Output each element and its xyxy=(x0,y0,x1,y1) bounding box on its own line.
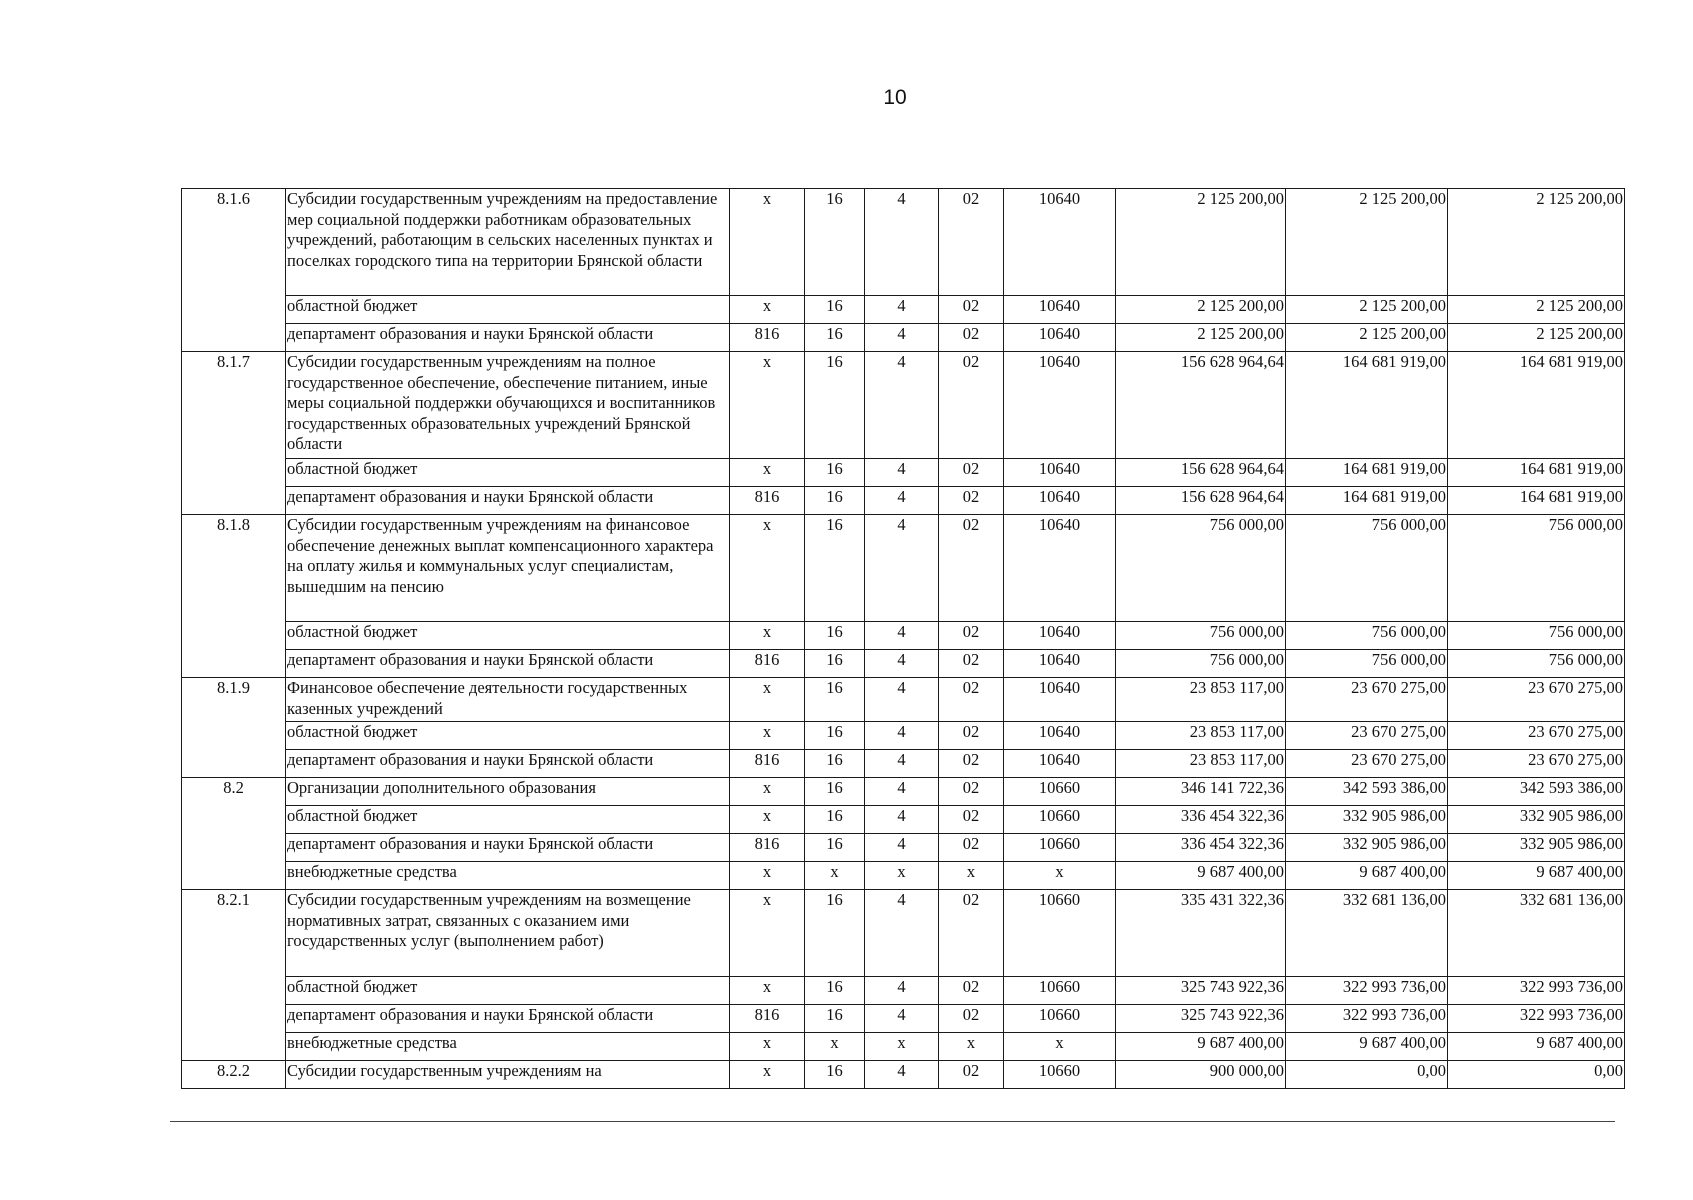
row-name: Финансовое обеспечение деятельности государственных казенных учреждений xyxy=(286,678,730,722)
cell-amount: 164 681 919,00 xyxy=(1286,459,1448,487)
cell-amount: 332 905 986,00 xyxy=(1286,834,1448,862)
cell-code: х xyxy=(1004,862,1116,890)
cell-amount: 322 993 736,00 xyxy=(1448,977,1625,1005)
cell-code: 16 xyxy=(805,778,865,806)
cell-code: х xyxy=(730,722,805,750)
table-row xyxy=(182,806,1625,834)
cell-amount: 2 125 200,00 xyxy=(1286,324,1448,352)
cell-code: 816 xyxy=(730,487,805,515)
cell-amount: 164 681 919,00 xyxy=(1448,459,1625,487)
row-name: департамент образования и науки Брянской области xyxy=(286,324,730,352)
cell-amount: 756 000,00 xyxy=(1116,515,1286,622)
cell-code: 16 xyxy=(805,459,865,487)
table-row xyxy=(182,1033,1625,1061)
cell-amount: 9 687 400,00 xyxy=(1286,1033,1448,1061)
cell-code: х xyxy=(805,1033,865,1061)
cell-code: 02 xyxy=(939,515,1004,622)
row-number: 8.2.2 xyxy=(182,1061,286,1089)
table-row xyxy=(182,977,1625,1005)
cell-amount: 9 687 400,00 xyxy=(1448,862,1625,890)
cell-code: 10660 xyxy=(1004,778,1116,806)
cell-code: 10640 xyxy=(1004,352,1116,459)
cell-amount: 325 743 922,36 xyxy=(1116,977,1286,1005)
cell-code: 4 xyxy=(865,1005,939,1033)
page-cut-line xyxy=(170,1121,1615,1122)
cell-code: 816 xyxy=(730,650,805,678)
cell-amount: 2 125 200,00 xyxy=(1448,189,1625,296)
cell-amount: 342 593 386,00 xyxy=(1286,778,1448,806)
row-name: областной бюджет xyxy=(286,296,730,324)
cell-code: 16 xyxy=(805,678,865,722)
cell-code: 02 xyxy=(939,806,1004,834)
cell-code: 10640 xyxy=(1004,189,1116,296)
table-row xyxy=(182,352,1625,459)
cell-code: 4 xyxy=(865,487,939,515)
cell-code: х xyxy=(730,977,805,1005)
cell-code: 02 xyxy=(939,1061,1004,1089)
cell-code: 02 xyxy=(939,324,1004,352)
cell-code: х xyxy=(730,778,805,806)
cell-code: х xyxy=(730,806,805,834)
cell-code: х xyxy=(730,890,805,977)
cell-amount: 156 628 964,64 xyxy=(1116,459,1286,487)
cell-code: 816 xyxy=(730,750,805,778)
cell-amount: 164 681 919,00 xyxy=(1286,487,1448,515)
cell-code: 02 xyxy=(939,890,1004,977)
row-number: 8.2 xyxy=(182,778,286,890)
table-row xyxy=(182,750,1625,778)
cell-amount: 335 431 322,36 xyxy=(1116,890,1286,977)
row-name: Субсидии государственным учреждениям на предоставление мер социальной поддержки работникам образовательных учреждений, работающим в сельских населенных пунктах и поселках городского типа на территории Брянской области xyxy=(286,189,730,296)
cell-amount: 756 000,00 xyxy=(1286,650,1448,678)
cell-code: 02 xyxy=(939,622,1004,650)
cell-amount: 23 670 275,00 xyxy=(1448,722,1625,750)
cell-code: 816 xyxy=(730,324,805,352)
row-name: департамент образования и науки Брянской области xyxy=(286,650,730,678)
cell-code: 02 xyxy=(939,1005,1004,1033)
row-name: Субсидии государственным учреждениям на финансовое обеспечение денежных выплат компенсационного характера на оплату жилья и коммунальных услуг специалистам, вышедшим на пенсию xyxy=(286,515,730,622)
row-name: областной бюджет xyxy=(286,977,730,1005)
row-number: 8.1.8 xyxy=(182,515,286,678)
cell-amount: 2 125 200,00 xyxy=(1286,189,1448,296)
cell-amount: 9 687 400,00 xyxy=(1286,862,1448,890)
cell-code: 16 xyxy=(805,650,865,678)
row-number: 8.2.1 xyxy=(182,890,286,1061)
cell-amount: 342 593 386,00 xyxy=(1448,778,1625,806)
cell-amount: 23 853 117,00 xyxy=(1116,722,1286,750)
table-row xyxy=(182,890,1625,977)
table-row xyxy=(182,622,1625,650)
cell-code: х xyxy=(730,1061,805,1089)
cell-code: 4 xyxy=(865,834,939,862)
cell-code: х xyxy=(1004,1033,1116,1061)
table-row xyxy=(182,650,1625,678)
cell-amount: 756 000,00 xyxy=(1116,650,1286,678)
row-name: департамент образования и науки Брянской области xyxy=(286,487,730,515)
cell-code: 02 xyxy=(939,722,1004,750)
cell-code: 16 xyxy=(805,622,865,650)
cell-code: 16 xyxy=(805,750,865,778)
cell-amount: 2 125 200,00 xyxy=(1116,324,1286,352)
cell-code: х xyxy=(865,1033,939,1061)
cell-amount: 9 687 400,00 xyxy=(1116,1033,1286,1061)
cell-code: 02 xyxy=(939,750,1004,778)
row-name: областной бюджет xyxy=(286,622,730,650)
cell-code: 10640 xyxy=(1004,678,1116,722)
table-row xyxy=(182,778,1625,806)
cell-code: 4 xyxy=(865,678,939,722)
cell-code: 816 xyxy=(730,834,805,862)
cell-code: х xyxy=(730,459,805,487)
cell-amount: 325 743 922,36 xyxy=(1116,1005,1286,1033)
cell-code: х xyxy=(730,189,805,296)
row-name: внебюджетные средства xyxy=(286,1033,730,1061)
cell-code: 02 xyxy=(939,778,1004,806)
cell-amount: 23 670 275,00 xyxy=(1286,722,1448,750)
cell-code: х xyxy=(730,296,805,324)
cell-code: 10640 xyxy=(1004,324,1116,352)
cell-amount: 0,00 xyxy=(1286,1061,1448,1089)
cell-amount: 332 905 986,00 xyxy=(1448,806,1625,834)
cell-code: 4 xyxy=(865,189,939,296)
table-row xyxy=(182,834,1625,862)
cell-amount: 0,00 xyxy=(1448,1061,1625,1089)
cell-code: 02 xyxy=(939,650,1004,678)
row-name: департамент образования и науки Брянской области xyxy=(286,750,730,778)
cell-amount: 756 000,00 xyxy=(1448,515,1625,622)
cell-code: 816 xyxy=(730,1005,805,1033)
cell-amount: 164 681 919,00 xyxy=(1448,487,1625,515)
cell-amount: 332 905 986,00 xyxy=(1286,806,1448,834)
cell-code: 10640 xyxy=(1004,622,1116,650)
cell-amount: 332 905 986,00 xyxy=(1448,834,1625,862)
cell-code: 10660 xyxy=(1004,806,1116,834)
cell-code: 4 xyxy=(865,650,939,678)
cell-code: 10640 xyxy=(1004,459,1116,487)
row-name: Субсидии государственным учреждениям на полное государственное обеспечение, обеспечение питанием, иные меры социальной поддержки обучающихся и воспитанников государственных образовательных учреждений Брянской области xyxy=(286,352,730,459)
cell-code: 16 xyxy=(805,515,865,622)
cell-code: 16 xyxy=(805,324,865,352)
cell-code: х xyxy=(730,622,805,650)
cell-code: 4 xyxy=(865,778,939,806)
cell-code: 02 xyxy=(939,487,1004,515)
table-row xyxy=(182,678,1625,722)
cell-code: 10640 xyxy=(1004,296,1116,324)
cell-code: 02 xyxy=(939,189,1004,296)
cell-code: 16 xyxy=(805,487,865,515)
cell-amount: 9 687 400,00 xyxy=(1448,1033,1625,1061)
cell-code: х xyxy=(730,352,805,459)
cell-code: 16 xyxy=(805,1061,865,1089)
row-name: департамент образования и науки Брянской области xyxy=(286,834,730,862)
cell-code: х xyxy=(730,862,805,890)
cell-code: х xyxy=(805,862,865,890)
table-row xyxy=(182,515,1625,622)
cell-amount: 322 993 736,00 xyxy=(1286,977,1448,1005)
cell-code: 4 xyxy=(865,977,939,1005)
cell-code: 10640 xyxy=(1004,487,1116,515)
cell-code: 02 xyxy=(939,459,1004,487)
cell-code: 10660 xyxy=(1004,1061,1116,1089)
table-row xyxy=(182,1061,1625,1089)
cell-code: 10640 xyxy=(1004,515,1116,622)
table-row xyxy=(182,862,1625,890)
cell-code: 02 xyxy=(939,296,1004,324)
cell-amount: 756 000,00 xyxy=(1448,622,1625,650)
cell-code: 4 xyxy=(865,722,939,750)
cell-code: 4 xyxy=(865,622,939,650)
cell-amount: 322 993 736,00 xyxy=(1448,1005,1625,1033)
cell-code: х xyxy=(865,862,939,890)
cell-code: 16 xyxy=(805,296,865,324)
cell-code: 16 xyxy=(805,1005,865,1033)
cell-code: 02 xyxy=(939,678,1004,722)
table-row xyxy=(182,459,1625,487)
table-row xyxy=(182,296,1625,324)
cell-code: 4 xyxy=(865,1061,939,1089)
cell-amount: 2 125 200,00 xyxy=(1448,296,1625,324)
row-number: 8.1.6 xyxy=(182,189,286,352)
cell-amount: 23 670 275,00 xyxy=(1286,678,1448,722)
cell-code: х xyxy=(939,862,1004,890)
cell-code: 4 xyxy=(865,296,939,324)
cell-amount: 336 454 322,36 xyxy=(1116,806,1286,834)
cell-code: 4 xyxy=(865,324,939,352)
cell-amount: 2 125 200,00 xyxy=(1116,296,1286,324)
cell-amount: 2 125 200,00 xyxy=(1448,324,1625,352)
cell-amount: 23 670 275,00 xyxy=(1286,750,1448,778)
cell-code: 16 xyxy=(805,189,865,296)
cell-code: х xyxy=(730,678,805,722)
cell-amount: 164 681 919,00 xyxy=(1286,352,1448,459)
budget-table xyxy=(181,188,1625,1089)
cell-amount: 156 628 964,64 xyxy=(1116,352,1286,459)
cell-amount: 23 853 117,00 xyxy=(1116,678,1286,722)
row-name: областной бюджет xyxy=(286,722,730,750)
cell-amount: 322 993 736,00 xyxy=(1286,1005,1448,1033)
cell-amount: 23 670 275,00 xyxy=(1448,750,1625,778)
row-name: Субсидии государственным учреждениям на xyxy=(286,1061,730,1089)
cell-amount: 156 628 964,64 xyxy=(1116,487,1286,515)
row-name: областной бюджет xyxy=(286,806,730,834)
cell-amount: 23 670 275,00 xyxy=(1448,678,1625,722)
cell-amount: 756 000,00 xyxy=(1286,622,1448,650)
table-row xyxy=(182,487,1625,515)
cell-code: 4 xyxy=(865,459,939,487)
cell-amount: 332 681 136,00 xyxy=(1448,890,1625,977)
cell-code: 10660 xyxy=(1004,1005,1116,1033)
cell-amount: 23 853 117,00 xyxy=(1116,750,1286,778)
cell-code: 10640 xyxy=(1004,722,1116,750)
cell-code: 4 xyxy=(865,806,939,834)
cell-code: 16 xyxy=(805,352,865,459)
cell-code: 4 xyxy=(865,515,939,622)
row-number: 8.1.9 xyxy=(182,678,286,778)
cell-code: х xyxy=(730,515,805,622)
cell-amount: 2 125 200,00 xyxy=(1116,189,1286,296)
table-row xyxy=(182,189,1625,296)
cell-code: х xyxy=(730,1033,805,1061)
cell-amount: 900 000,00 xyxy=(1116,1061,1286,1089)
cell-code: 4 xyxy=(865,352,939,459)
cell-code: 16 xyxy=(805,890,865,977)
cell-amount: 756 000,00 xyxy=(1116,622,1286,650)
cell-code: 16 xyxy=(805,722,865,750)
cell-code: 4 xyxy=(865,890,939,977)
cell-code: х xyxy=(939,1033,1004,1061)
cell-code: 16 xyxy=(805,834,865,862)
cell-code: 10640 xyxy=(1004,650,1116,678)
cell-amount: 164 681 919,00 xyxy=(1448,352,1625,459)
cell-code: 10640 xyxy=(1004,750,1116,778)
cell-code: 16 xyxy=(805,977,865,1005)
row-name: Субсидии государственным учреждениям на возмещение нормативных затрат, связанных с оказанием ими государственных услуг (выполнением работ) xyxy=(286,890,730,977)
table-row xyxy=(182,722,1625,750)
table-row xyxy=(182,1005,1625,1033)
row-number: 8.1.7 xyxy=(182,352,286,515)
cell-code: 02 xyxy=(939,834,1004,862)
row-name: областной бюджет xyxy=(286,459,730,487)
cell-amount: 9 687 400,00 xyxy=(1116,862,1286,890)
cell-code: 02 xyxy=(939,977,1004,1005)
table-row xyxy=(182,324,1625,352)
row-name: Организации дополнительного образования xyxy=(286,778,730,806)
cell-code: 10660 xyxy=(1004,834,1116,862)
row-name: департамент образования и науки Брянской области xyxy=(286,1005,730,1033)
row-name: внебюджетные средства xyxy=(286,862,730,890)
cell-amount: 346 141 722,36 xyxy=(1116,778,1286,806)
cell-code: 10660 xyxy=(1004,977,1116,1005)
cell-amount: 756 000,00 xyxy=(1286,515,1448,622)
cell-amount: 2 125 200,00 xyxy=(1286,296,1448,324)
cell-code: 4 xyxy=(865,750,939,778)
cell-code: 10660 xyxy=(1004,890,1116,977)
cell-code: 16 xyxy=(805,806,865,834)
cell-code: 02 xyxy=(939,352,1004,459)
page-number: 10 xyxy=(883,86,907,109)
cell-amount: 756 000,00 xyxy=(1448,650,1625,678)
cell-amount: 332 681 136,00 xyxy=(1286,890,1448,977)
cell-amount: 336 454 322,36 xyxy=(1116,834,1286,862)
